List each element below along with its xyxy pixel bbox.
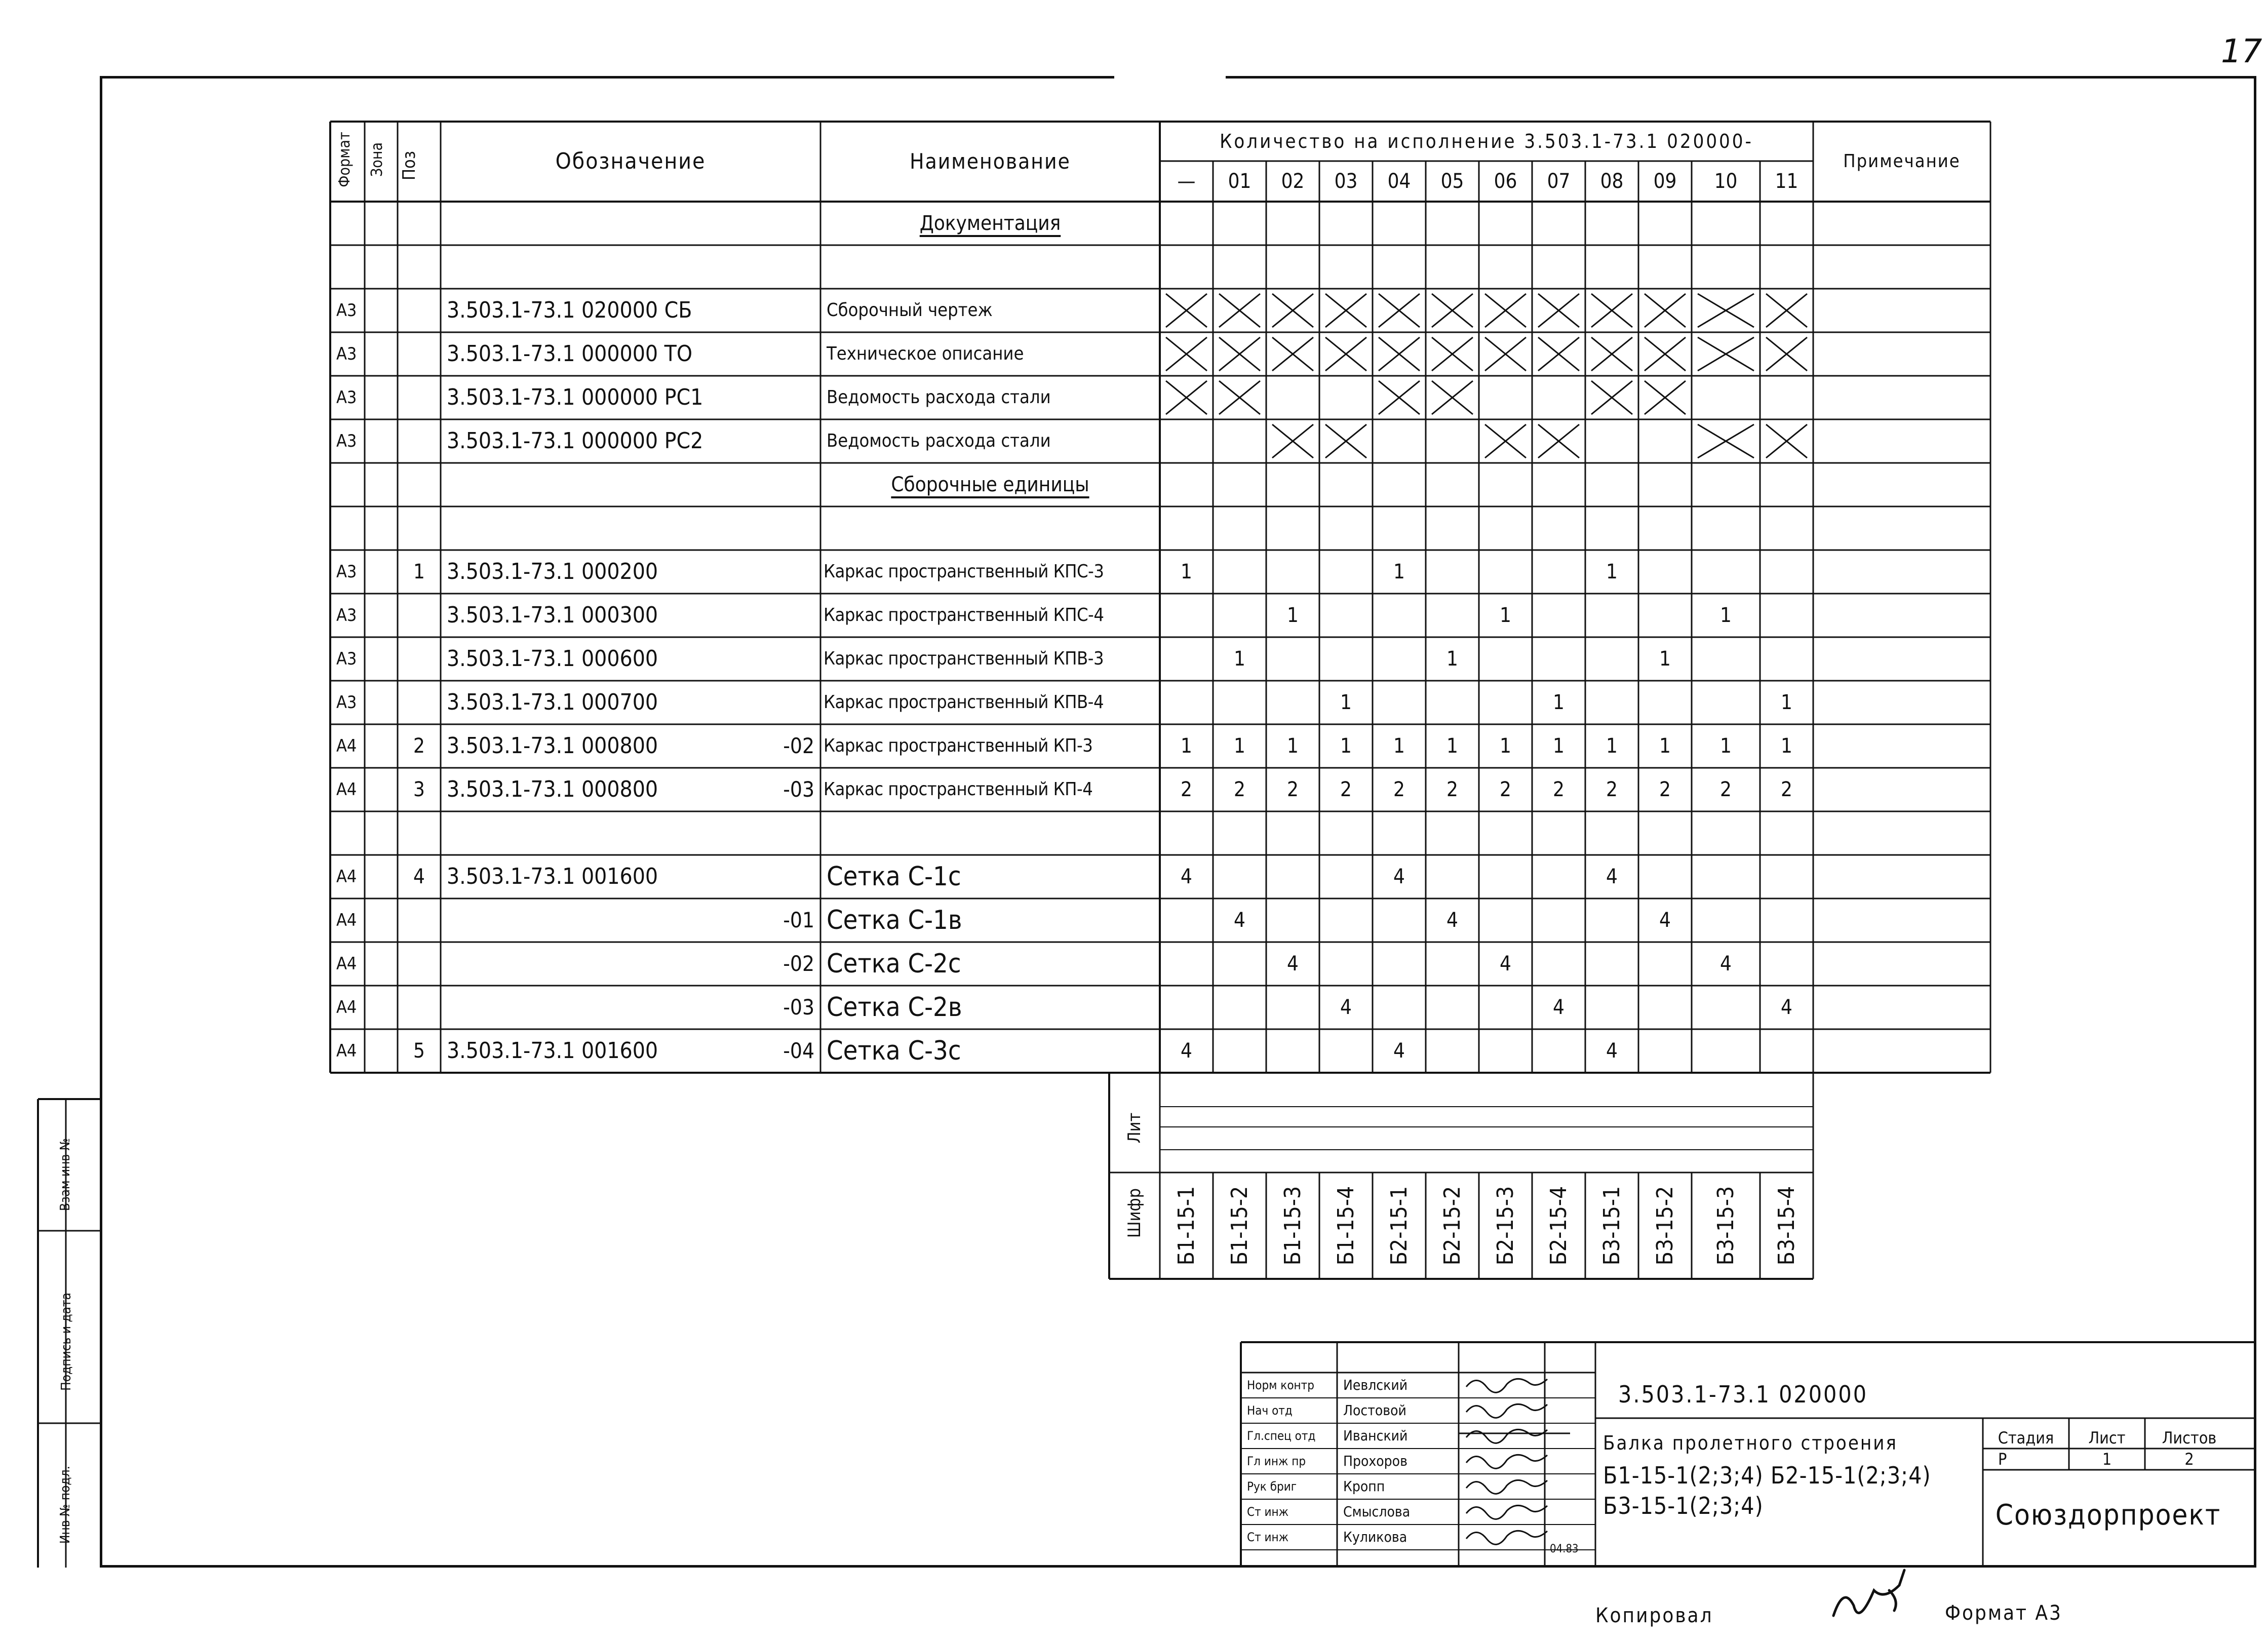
row-format: А4: [336, 1041, 357, 1061]
header-name: Наименование: [910, 149, 1071, 174]
title-name: Лостовой: [1343, 1402, 1406, 1419]
sheet-label: Лист: [2088, 1428, 2126, 1448]
title-name: Прохоров: [1343, 1453, 1407, 1469]
row-name: Каркас пространственный КПС-4: [824, 605, 1104, 626]
quantity-cell: 2: [1720, 778, 1732, 801]
title-role: Рук бриг: [1247, 1479, 1297, 1494]
quantity-cell: 4: [1720, 952, 1732, 975]
title-name: Смыслова: [1343, 1503, 1411, 1520]
row-name: Каркас пространственный КП-3: [824, 735, 1093, 756]
variant-header-2: 02: [1281, 170, 1305, 193]
row-name: Каркас пространственный КП-4: [824, 779, 1093, 800]
row-format: А4: [336, 954, 357, 974]
variant-header-6: 06: [1494, 170, 1517, 193]
side-stamp-sign: Подпись и дата: [59, 1293, 74, 1391]
title-line-1: Балка пролетного строения: [1603, 1432, 1898, 1454]
variant-header-8: 08: [1600, 170, 1624, 193]
quantity-cell: 1: [1340, 691, 1352, 714]
quantity-cell: 1: [1720, 734, 1732, 758]
quantity-cell: 4: [1446, 909, 1458, 932]
row-name: Сетка С-2с: [827, 949, 961, 979]
quantity-cell: 4: [1181, 865, 1192, 888]
stage-label: Стадия: [1998, 1428, 2054, 1448]
title-name: Иевлский: [1343, 1377, 1408, 1393]
row-suffix: -04: [783, 1038, 814, 1063]
quantity-cell: 1: [1446, 734, 1458, 758]
quantity-cell: 1: [1606, 560, 1618, 583]
row-suffix: -03: [783, 995, 814, 1020]
quantity-cell: 4: [1659, 909, 1671, 932]
row-format: А4: [336, 910, 357, 930]
quantity-cell: 4: [1500, 952, 1511, 975]
cipher-code: Б1-15-1: [1173, 1186, 1199, 1266]
variant-header-5: 05: [1440, 170, 1464, 193]
row-format: А3: [336, 431, 357, 451]
row-format: А4: [336, 867, 357, 887]
quantity-cell: 4: [1606, 865, 1618, 888]
row-designation: 3.503.1-73.1 001600: [447, 1038, 658, 1064]
row-format: А4: [336, 779, 357, 800]
title-name: Иванский: [1343, 1427, 1408, 1444]
quantity-cell: 1: [1393, 560, 1405, 583]
row-name: Сборочные единицы: [891, 473, 1089, 496]
copied-label: Копировал: [1595, 1604, 1713, 1627]
variant-header-9: 09: [1653, 170, 1677, 193]
page-number: 17: [2221, 33, 2262, 70]
quantity-cell: 1: [1287, 734, 1299, 758]
quantity-cell: 4: [1234, 909, 1245, 932]
row-format: А3: [336, 605, 357, 626]
variant-header-0: —: [1177, 170, 1196, 193]
quantity-cell: 4: [1181, 1039, 1192, 1063]
row-position: 1: [413, 560, 425, 583]
quantity-cell: 1: [1340, 734, 1352, 758]
quantity-cell: 4: [1287, 952, 1299, 975]
row-position: 4: [413, 865, 425, 888]
row-position: 3: [413, 778, 425, 801]
row-format: А3: [336, 562, 357, 582]
row-designation: 3.503.1-73.1 000300: [447, 602, 658, 628]
quantity-cell: 1: [1393, 734, 1405, 758]
quantity-cell: 1: [1181, 560, 1192, 583]
sheet-value: 1: [2102, 1450, 2112, 1469]
quantity-cell: 2: [1659, 778, 1671, 801]
quantity-cell: 1: [1606, 734, 1618, 758]
quantity-cell: 2: [1500, 778, 1511, 801]
row-designation: 3.503.1-73.1 000000 РС2: [447, 428, 703, 454]
lit-label: Лит: [1124, 1112, 1145, 1144]
row-name: Ведомость расхода стали: [827, 431, 1051, 451]
row-name: Ведомость расхода стали: [827, 387, 1051, 408]
title-role: Ст инж: [1247, 1530, 1289, 1544]
row-name: Сетка С-3с: [827, 1036, 961, 1066]
quantity-cell: 2: [1393, 778, 1405, 801]
quantity-cell: 1: [1781, 734, 1792, 758]
cipher-code: Б1-15-2: [1226, 1186, 1253, 1266]
quantity-cell: 2: [1606, 778, 1618, 801]
header-designation: Обозначение: [555, 148, 706, 174]
side-stamp-inv: Инв № подл.: [58, 1466, 73, 1544]
quantity-cell: 4: [1781, 996, 1792, 1019]
cipher-code: Б3-15-4: [1773, 1186, 1800, 1266]
variant-header-1: 01: [1228, 170, 1252, 193]
quantity-cell: 1: [1234, 734, 1245, 758]
sheets-label: Листов: [2162, 1428, 2217, 1448]
date-last: 04.83: [1550, 1543, 1579, 1555]
row-format: А3: [336, 692, 357, 713]
format-label: Формат А3: [1945, 1601, 2062, 1625]
cipher-code: Б2-15-3: [1492, 1186, 1518, 1266]
title-line-3: Б3-15-1(2;3;4): [1603, 1492, 1764, 1519]
quantity-cell: 1: [1553, 734, 1565, 758]
variant-header-4: 04: [1387, 170, 1411, 193]
row-suffix: -01: [783, 908, 814, 932]
row-designation: 3.503.1-73.1 001600: [447, 864, 658, 889]
title-line-2: Б1-15-1(2;3;4) Б2-15-1(2;3;4): [1603, 1462, 1931, 1489]
quantity-cell: 1: [1500, 734, 1511, 758]
row-position: 5: [413, 1039, 425, 1063]
header-quantity: Количество на исполнение 3.503.1-73.1 020000-: [1220, 130, 1753, 152]
quantity-cell: 2: [1181, 778, 1192, 801]
header-pos: Поз: [399, 151, 419, 180]
header-zone: Зона: [368, 142, 386, 177]
row-name: Сетка С-1в: [827, 905, 962, 935]
header-format: Формат: [336, 132, 354, 187]
quantity-cell: 2: [1234, 778, 1245, 801]
row-suffix: -02: [783, 951, 814, 976]
variant-header-7: 07: [1547, 170, 1571, 193]
row-designation: 3.503.1-73.1 000200: [447, 559, 658, 584]
title-name: Кропп: [1343, 1478, 1385, 1495]
row-format: А4: [336, 997, 357, 1018]
row-designation: 3.503.1-73.1 000000 РС1: [447, 384, 703, 410]
cipher-code: Б2-15-2: [1439, 1186, 1465, 1266]
title-role: Гл инж пр: [1247, 1454, 1306, 1468]
row-position: 2: [413, 734, 425, 758]
row-format: А4: [336, 736, 357, 756]
row-suffix: -02: [783, 733, 814, 758]
title-role: Ст инж: [1247, 1505, 1289, 1519]
stage-value: Р: [1998, 1450, 2007, 1469]
quantity-cell: 1: [1500, 604, 1511, 627]
row-format: А3: [336, 300, 357, 321]
cipher-code: Б3-15-1: [1598, 1186, 1625, 1266]
title-role: Норм контр: [1247, 1378, 1314, 1392]
row-name: Сетка С-1с: [827, 862, 961, 892]
quantity-cell: 4: [1340, 996, 1352, 1019]
quantity-cell: 1: [1659, 734, 1671, 758]
quantity-cell: 1: [1781, 691, 1792, 714]
variant-header-3: 03: [1334, 170, 1358, 193]
quantity-cell: 2: [1446, 778, 1458, 801]
code-label: Шифр: [1124, 1188, 1145, 1238]
cipher-code: Б3-15-3: [1712, 1186, 1739, 1266]
row-name: Техническое описание: [827, 343, 1024, 364]
row-name: Сборочный чертеж: [827, 300, 993, 321]
quantity-cell: 1: [1234, 647, 1245, 671]
row-designation: 3.503.1-73.1 000600: [447, 646, 658, 672]
row-designation: 3.503.1-73.1 020000 СБ: [447, 297, 692, 323]
title-name: Куликова: [1343, 1529, 1407, 1545]
doc-number: 3.503.1-73.1 020000: [1618, 1381, 1868, 1408]
quantity-cell: 1: [1553, 691, 1565, 714]
cipher-code: Б2-15-1: [1386, 1186, 1412, 1266]
row-name: Каркас пространственный КПС-3: [824, 561, 1104, 582]
variant-header-10: 10: [1714, 170, 1738, 193]
side-stamp-replace: Взам инв №: [58, 1138, 73, 1211]
row-designation: 3.503.1-73.1 000800: [447, 776, 658, 802]
cipher-code: Б3-15-2: [1652, 1186, 1678, 1266]
cipher-code: Б1-15-3: [1279, 1186, 1306, 1266]
quantity-cell: 4: [1553, 996, 1565, 1019]
quantity-cell: 2: [1287, 778, 1299, 801]
organization: Союздорпроект: [1995, 1499, 2221, 1532]
quantity-cell: 1: [1181, 734, 1192, 758]
cipher-code: Б1-15-4: [1333, 1186, 1359, 1266]
row-designation: 3.503.1-73.1 000800: [447, 733, 658, 759]
quantity-cell: 1: [1446, 647, 1458, 671]
row-designation: 3.503.1-73.1 000000 ТО: [447, 341, 692, 367]
row-format: А3: [336, 649, 357, 669]
row-name: Сетка С-2в: [827, 992, 962, 1023]
header-notes: Примечание: [1843, 151, 1961, 172]
title-role: Гл.спец отд: [1247, 1429, 1316, 1443]
row-name: Документация: [919, 212, 1061, 235]
row-format: А3: [336, 344, 357, 364]
row-designation: 3.503.1-73.1 000700: [447, 689, 658, 715]
sheets-value: 2: [2184, 1450, 2194, 1469]
variant-header-11: 11: [1775, 170, 1798, 193]
quantity-cell: 2: [1553, 778, 1565, 801]
row-name: Каркас пространственный КПВ-4: [824, 692, 1104, 713]
row-name: Каркас пространственный КПВ-3: [824, 648, 1104, 669]
quantity-cell: 2: [1781, 778, 1792, 801]
cipher-code: Б2-15-4: [1545, 1186, 1572, 1266]
title-role: Нач отд: [1247, 1403, 1293, 1418]
row-suffix: -03: [783, 777, 814, 802]
quantity-cell: 1: [1720, 604, 1732, 627]
quantity-cell: 1: [1659, 647, 1671, 671]
quantity-cell: 4: [1393, 1039, 1405, 1063]
row-format: А3: [336, 387, 357, 408]
quantity-cell: 1: [1287, 604, 1299, 627]
quantity-cell: 2: [1340, 778, 1352, 801]
quantity-cell: 4: [1393, 865, 1405, 888]
quantity-cell: 4: [1606, 1039, 1618, 1063]
